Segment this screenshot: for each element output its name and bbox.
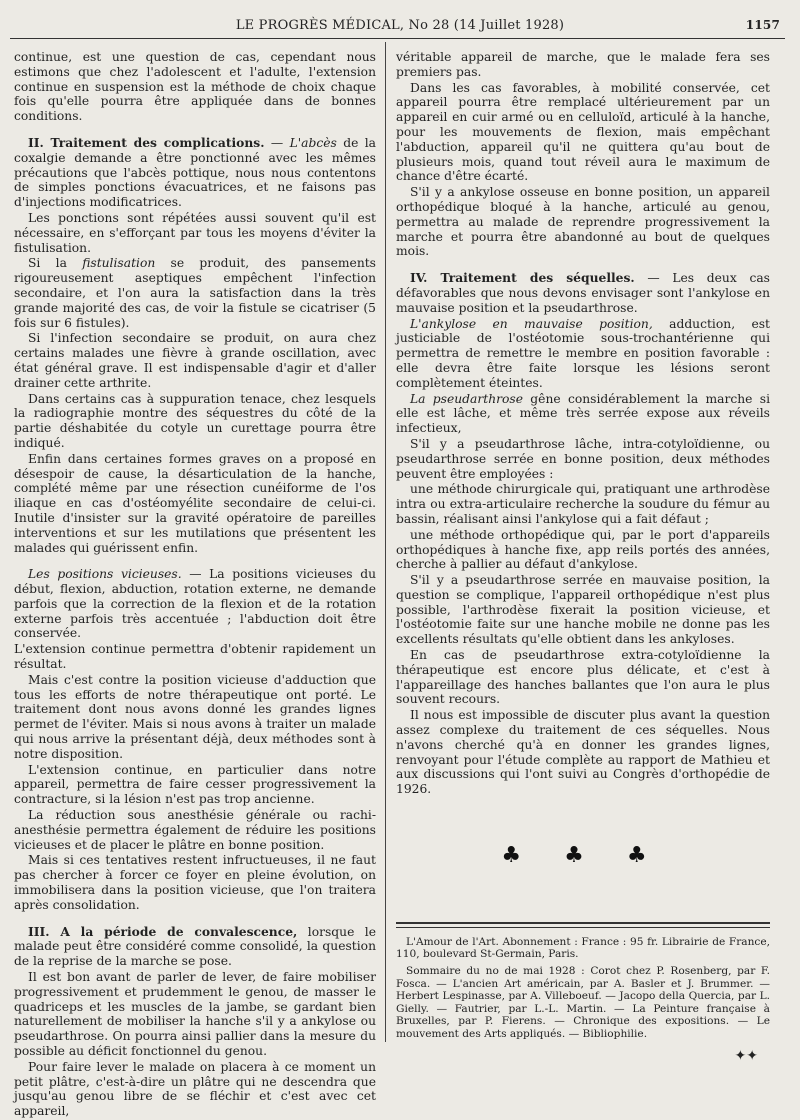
section-body: de la coxalgie demande a être ponctionné avec les mêmes précautions que l'abcès pottique, nous nous contentons de simples ponctions évacuatrices, et ne faisons pas d'injections modificatrices.: [14, 135, 376, 210]
end-mark: ✦✦: [734, 1047, 758, 1064]
paragraph-text: adduction, est justiciable de l'ostéotomie sous-trochantérienne qui permettra de remettre le membre en position favorable : elle devra être faite lorsque les lésions seront complètement éteintes.: [396, 316, 770, 390]
page-number: 1157: [745, 18, 780, 32]
section-paragraph: II. Traitement des complications. — L'abcès de la coxalgie demande a être ponctionné avec les mêmes précautions que l'abcès pottique, nous nous contentons de simples ponctions évacuatrices, et ne faisons pas d'injections modificatrices.: [14, 134, 376, 210]
body-paragraph: S'il y a pseudarthrose lâche, intra-cotyloïdienne, ou pseudarthrose serrée en bonne position, deux méthodes peuvent être employées :: [396, 436, 770, 481]
body-paragraph: Enfin dans certaines formes graves on a proposé en désespoir de cause, la désarticulation de la hanche, complété même par une résection cunéiforme de l'os iliaque en cas d'ostéomyélite secondaire de celui-ci. Inutile d'insister sur la gravité opératoire de pareilles interventions et sur les mutilations que présentent les malades qui guérissent enfin.: [14, 451, 376, 555]
body-paragraph: une méthode orthopédique qui, par le port d'appareils orthopédiques à hanche fixe, app reils portés des années, cherche à pallier au défaut d'ankylose.: [396, 527, 770, 572]
body-paragraph: Dans les cas favorables, à mobilité conservée, cet appareil pourra être remplacé ultérieurement par un appareil en cuir armé ou en celluloïd, articulé à la hanche, pour les mouvements de flexion, mais empêchant l'abduction, appareil qu'il ne quittera qu'au bout de plusieurs mois, quand tout réveil aura le maximum de chance d'être écarté.: [396, 80, 770, 184]
header-rule: [10, 38, 785, 39]
italic-lead: La pseudarthrose: [410, 391, 523, 406]
body-paragraph: Les ponctions sont répétées aussi souvent qu'il est nécessaire, en s'efforçant par tous les moyens d'éviter la fistulisation.: [14, 210, 376, 255]
body-paragraph: continue, est une question de cas, cependant nous estimons que chez l'adolescent et l'adulte, l'extension continue en suspension est la méthode de choix chaque fois qu'elle pourra être appliquée dans de bonnes conditions.: [14, 50, 376, 124]
section-title: IV. Traitement des séquelles.: [410, 270, 635, 286]
body-paragraph: En cas de pseudarthrose extra-cotyloïdienne la thérapeutique est encore plus délicate, et c'est à l'appareillage des hanches ballantes que l'on aura le plus souvent recours.: [396, 648, 770, 707]
body-paragraph: [14, 256, 376, 330]
italic-lead: L'abcès: [289, 135, 337, 150]
body-paragraph: [14, 567, 376, 641]
section-body: lorsque le malade peut être considéré comme consolidé, la question de la reprise de la marche se pose.: [14, 924, 377, 969]
notes-rule-thick: [396, 922, 770, 924]
journal-title: LE PROGRÈS MÉDICAL, No 28 (14 Juillet 1928): [235, 18, 565, 33]
italic-lead: L'ankylose en mauvaise position,: [410, 316, 653, 331]
section-title: III. A la période de convalescence,: [28, 923, 298, 939]
paragraph-prefix: Si la: [28, 256, 83, 271]
left-column: [14, 50, 376, 1120]
right-column: [396, 50, 770, 1063]
body-paragraph: Mais si ces tentatives restent infructueuses, il ne faut pas chercher à forcer ce foyer en pleine évolution, on immobilisera dans la position vicieuse, que l'on traitera après consolidation.: [14, 853, 376, 912]
paragraph-text: — La positions vicieuses du début, flexion, abduction, rotation externe, ne demande parfois que la correction de la flexion et de la rotation externe parfois très accentuée ; l'abduction doit être conservée.: [14, 567, 376, 641]
right-column-body: [396, 50, 770, 797]
notes-rule-thin: [396, 927, 770, 928]
body-paragraph: Mais c'est contre la position vicieuse d'adduction que tous les efforts de notre thérapeutique ont porté. Le traitement dont nous avons donné les grandes lignes permet de l'éviter. Mais si nous avons à traiter un malade qui nous arrive la présentant déjà, deux méthodes sont à notre disposition.: [14, 672, 376, 761]
body-paragraph: Il nous est impossible de discuter plus avant la question assez complexe du traitement de ces séquelles. Nous n'avons cherché qu'à en donner les grandes lignes, renvoyant pour l'étude complète au rapport de Mathieu et aux discussions qui l'ont suivi au Congrès d'orthopédie de 1926.: [396, 708, 770, 797]
ornament-divider: ♣ ♣ ♣: [501, 843, 665, 869]
paragraph-gap: [14, 556, 376, 567]
italic-lead: fistulisation: [82, 256, 156, 271]
note-item: L'Amour de l'Art. Abonnement : France : 95 fr. Librairie de France, 110, boulevard St-Germain, Paris.: [396, 935, 770, 961]
body-paragraph: [396, 317, 770, 391]
body-paragraph: L'extension continue, en particulier dans notre appareil, permettra de faire cesser progressivement la contracture, si la lésion n'est pas trop ancienne.: [14, 762, 376, 807]
body-paragraph: Il est bon avant de parler de lever, de faire mobiliser progressivement et prudemment le genou, de masser le quadriceps et les muscles de la jambe, se gardant bien naturellement de mobiliser la hanche s'il y a ankylose ou pseudarthrose. On pourra ainsi pallier dans la mesure du possible au déficit fonctionnel du genou.: [14, 970, 376, 1058]
body-paragraph: véritable appareil de marche, que le malade fera ses premiers pas.: [396, 50, 770, 79]
section-paragraph: [396, 271, 770, 315]
paragraph-text: se produit, des pansements rigoureusement aseptiques empêchent l'infection secondaire, et l'on aura la satisfaction dans la très grande majorité des cas, de voir la fistule se cicatriser (5 fois sur 6 fistules).: [14, 256, 376, 330]
body-paragraph: Pour faire lever le malade on placera à ce moment un petit plâtre, c'est-à-dire un plâtre qui ne descendra que jusqu'au genou libre de se fléchir et c'est avec cet appareil,: [14, 1059, 376, 1119]
note-item: Sommaire du no de mai 1928 : Corot chez P. Rosenberg, par F. Fosca. — L'ancien Art américain, par A. Basler et J. Brummer. — Herbert Lespinasse, par A. Villeboeuf. — Jacopo della Quercia, par L. Gielly. — Fautrier, par L.-L. Martin. — La Peinture française à Bruxelles, par P. Fierens. — Chronique des expositions. — Le mouvement des Arts appliqués. — Bibliophilie.: [396, 965, 770, 1040]
body-paragraph: [396, 392, 770, 436]
italic-lead: Les positions vicieuses.: [28, 567, 182, 582]
body-paragraph: S'il y a pseudarthrose serrée en mauvaise position, la question se complique, l'appareil orthopédique n'est plus possible, l'arthrodèse fixerait la position vicieuse, et l'ostéotomie faite sur une hanche mobile ne donne pas les excellents résultats qu'elle obtient dans les ankyloses.: [396, 573, 770, 647]
section-paragraph: [14, 925, 376, 969]
body-paragraph: une méthode chirurgicale qui, pratiquant une arthrodèse intra ou extra-articulaire recherche la soudure du fémur au bassin, réalisant ainsi l'ankylose qui a fait défaut ;: [396, 482, 770, 526]
paragraph-text: gêne considérablement la marche si elle est lâche, et même très serrée expose aux réveils infectieux,: [396, 391, 770, 436]
body-paragraph: La réduction sous anesthésie générale ou rachi-anesthésie permettra également de réduire les positions vicieuses et de placer le plâtre en bonne position.: [14, 808, 376, 852]
body-paragraph: L'extension continue permettra d'obtenir rapidement un résultat.: [14, 642, 376, 672]
section-title: II. Traitement des complications.: [28, 134, 265, 150]
body-paragraph: S'il y a ankylose osseuse en bonne position, un appareil orthopédique bloqué à la hanche, articulé au genou, permettra au malade de reprendre progressivement la marche et pourra être abandonné au bout de quelques mois.: [396, 185, 770, 259]
bibliographic-notes: [396, 936, 770, 1041]
body-paragraph: Dans certains cas à suppuration tenace, chez lesquels la radiographie montre des séquestres du côté de la partie déshabitée du cotyle un curettage pourra être indiqué.: [14, 391, 376, 450]
column-divider: [385, 42, 386, 1042]
body-paragraph: Si l'infection secondaire se produit, on aura chez certains malades une fièvre à grande oscillation, avec état général grave. Il est indispensable d'agir et d'aller drainer cette arthrite.: [14, 331, 376, 390]
section-body: — Les deux cas défavorables que nous devons envisager sont l'ankylose en mauvaise position et la pseudarthrose.: [396, 271, 770, 315]
